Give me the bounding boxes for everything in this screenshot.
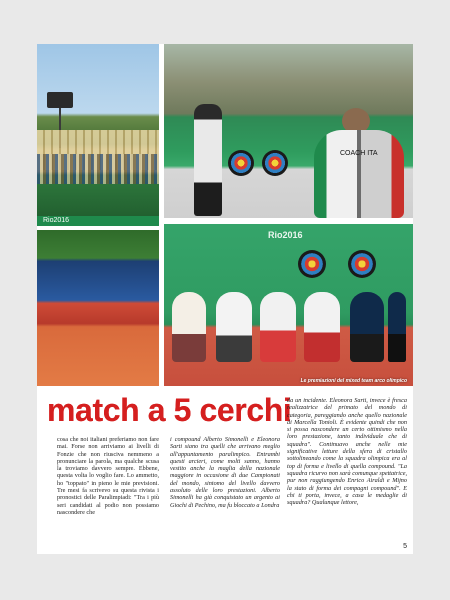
paragraph: cosa che noi italiani preferiamo non fare mai. Forse non arriviamo ai livelli di Fonzie che non riusciva nemmeno a pronunciare la parola, ma qualche scusa la troviamo davvero sempre. Ebbene, questa volta lo voglio fare. Lo ammetto, ho "toppato" in pieno le mie previsioni. Tre mesi fa scrivevo su questa rivista i pronostici delle Paralimpiadi: "Tra i più seri candidati al podio non possiamo nascondere che (57, 436, 159, 516)
article-column-1 (57, 436, 159, 518)
archers-range-photo (37, 230, 159, 386)
page-number: 5 (403, 543, 407, 550)
team-member (172, 292, 206, 362)
team-member (350, 292, 384, 362)
team-member (388, 292, 406, 362)
coach-figure (314, 130, 404, 218)
stadium-photo (37, 44, 159, 226)
banner-text: Rio2016 (43, 217, 70, 224)
target-icon (262, 150, 288, 176)
rio-logo-text: Rio2016 (268, 230, 303, 240)
floodlight-shape (47, 92, 73, 108)
target-icon (348, 250, 376, 278)
team-member (260, 292, 296, 362)
coach-archer-photo (164, 44, 413, 218)
article-column-2 (170, 436, 280, 511)
article-column-3 (287, 397, 407, 508)
team-member (304, 292, 340, 362)
article-title: match a 5 cerchi (47, 392, 292, 428)
magazine-page (37, 44, 413, 554)
archer-figure (194, 104, 222, 216)
coach-shirt-text: COACH ITA (340, 150, 378, 157)
photo-caption: Le premiazioni del mixed team arco olimpico (300, 378, 407, 384)
target-icon (298, 250, 326, 278)
paragraph: da un incidente. Eleonora Sarti, invece è fresca realizzatrice del primato del mondo di categoria, pareggiando anche quello nazionale di Marcella Tonioli. È evidente quindi che non si possa nascondere un certo ottimismo nella loro prestazione, tanto individuale che di squadra". Continuavo anche nelle mie significative letture della sfera di cristallo sottolineando come la squadra olimpica era al top di forma e livello di quella compound. "La squadra ricurvo non sarà comunque spettatrice, pur non raggiungendo Enrico Airaldi e Mijno la stato di forma dei compagni compound". E chi ti porta, invece, a casa le medaglie di squadra? Qualunque lettore, (287, 397, 407, 507)
team-podium-photo (164, 224, 413, 386)
paragraph: i compound Alberto Simonelli e Eleonora Sarti siano tra quelli che arrivano meglio all'appuntamento paralimpico. Entrambi questi arcieri, come molti sanno, hanno vestito anche la maglia della nazionale maggiore in occasione di due Campionati del mondo, sintomo del livello davvero assoluto delle loro prestazioni. Alberto Simonelli ha già conquistato un argento ai Giochi di Pechino, ma fu bloccato a Londra (170, 436, 280, 509)
crowd-shape (37, 154, 159, 184)
target-icon (228, 150, 254, 176)
team-member (216, 292, 252, 362)
